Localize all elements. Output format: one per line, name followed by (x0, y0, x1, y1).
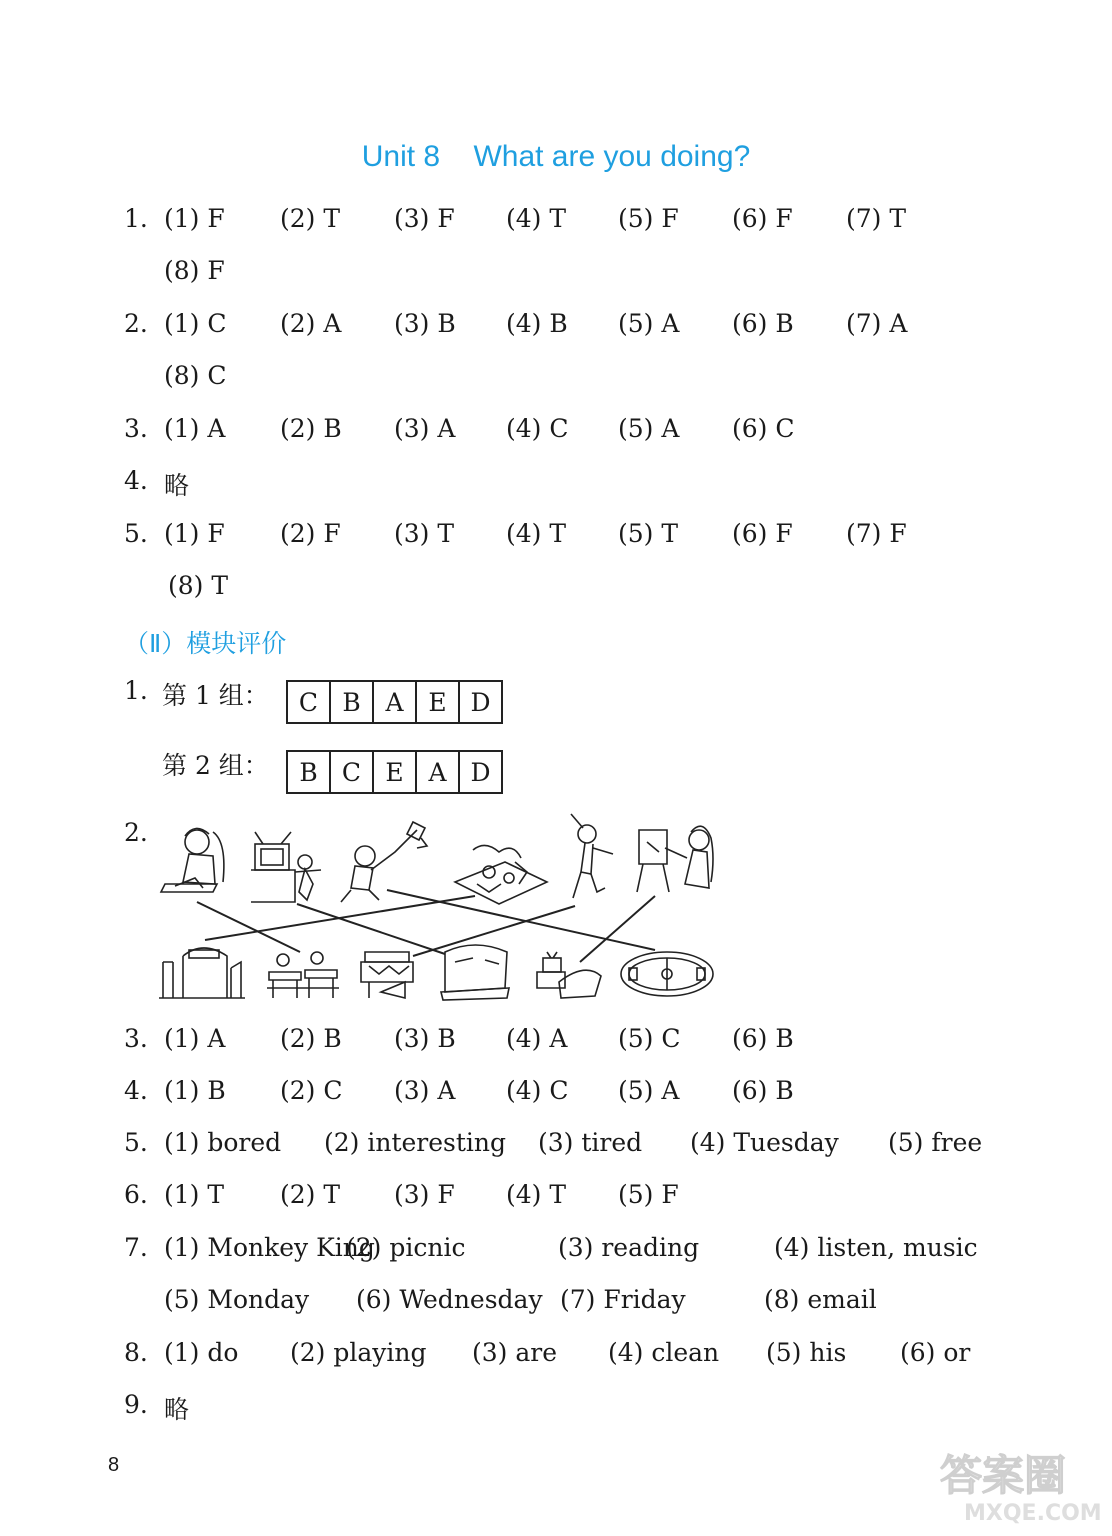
answer-item: (1) T (164, 1180, 225, 1209)
question-number: 3. (124, 414, 148, 443)
answer-item: (3) F (394, 1180, 455, 1209)
boy-flying-kite-figure (341, 822, 427, 902)
matching-lines (197, 890, 655, 962)
question-number: 6. (124, 1180, 148, 1209)
answer-item: (6) or (900, 1338, 971, 1367)
answer-item: (1) Monkey King (164, 1233, 375, 1262)
answer-box: E (374, 752, 417, 792)
answer-item: 略 (164, 1395, 190, 1424)
answer-box: B (331, 682, 374, 722)
answer-item: (5) F (618, 204, 679, 233)
answer-item: (2) A (280, 309, 342, 338)
answer-item: (7) A (846, 309, 908, 338)
answer-item: (2) T (280, 204, 341, 233)
answer-item: (5) A (618, 414, 680, 443)
answer-item: (7) T (846, 204, 907, 233)
answer-item: (3) F (394, 204, 455, 233)
answer-box: D (470, 757, 491, 787)
park-gate-figure (159, 948, 245, 998)
answer-item: (2) interesting (324, 1128, 507, 1157)
answer-item: (4) T (506, 204, 567, 233)
question-number: 5. (124, 519, 148, 548)
answer-item: (7) F (846, 519, 907, 548)
answer-item: (4) C (506, 1076, 569, 1105)
answer-item: (4) T (506, 519, 567, 548)
answer-item: (4) listen, music (774, 1233, 978, 1262)
playground-figure (621, 952, 713, 996)
question-number: 8. (124, 1338, 148, 1367)
answer-item: (8) C (164, 361, 227, 390)
question-number: 5. (124, 1128, 148, 1157)
answer-item: (8) F (164, 256, 225, 285)
answer-item: (2) B (280, 1024, 342, 1053)
answer-item: (6) B (732, 309, 794, 338)
answer-item: (5) Monday (164, 1285, 310, 1314)
girl-drawing-figure (637, 826, 713, 892)
answer-item: (5) free (888, 1128, 983, 1157)
question-number: 9. (124, 1390, 148, 1419)
answer-item: (4) A (506, 1024, 568, 1053)
question-number: 4. (124, 466, 148, 495)
answer-item: (4) clean (608, 1338, 720, 1367)
matching-illustration (155, 812, 725, 1007)
answer-box: B (288, 752, 331, 792)
bed-figure (441, 945, 509, 1000)
unit-title: What are you doing? (473, 140, 751, 173)
group-1-boxes (286, 680, 503, 724)
answer-item: (3) tired (538, 1128, 643, 1157)
answer-item: (5) C (618, 1024, 681, 1053)
answer-item: (4) T (506, 1180, 567, 1209)
answer-item: (2) T (280, 1180, 341, 1209)
kitchen-counter-figure (361, 952, 413, 998)
answer-item: (5) T (618, 519, 679, 548)
answer-item: (1) C (164, 309, 227, 338)
page-number: 8 (108, 1454, 120, 1476)
answer-item: (1) B (164, 1076, 226, 1105)
boy-reading-figure (161, 828, 224, 892)
answer-item: (1) bored (164, 1128, 282, 1157)
question-number: 2. (124, 309, 148, 338)
svg-text:MXQE.COM: MXQE.COM (964, 1501, 1102, 1526)
answer-item: (1) A (164, 414, 226, 443)
question-number: 1. (124, 676, 148, 705)
answer-item: (4) B (506, 309, 568, 338)
answer-box: A (374, 682, 417, 722)
group-2-label: 第 2 组： (162, 751, 269, 780)
girl-dancing-figure (571, 814, 613, 898)
question-number: 4. (124, 1076, 148, 1105)
classroom-desks-figure (267, 952, 339, 998)
answer-item: (4) C (506, 414, 569, 443)
answer-item: (2) picnic (346, 1233, 466, 1262)
answer-item: (3) reading (558, 1233, 700, 1262)
answer-item: (6) F (732, 519, 793, 548)
answer-item: (5) A (618, 309, 680, 338)
section-heading: （Ⅱ）模块评价 (124, 629, 287, 658)
answer-box: C (288, 682, 331, 722)
answer-item: (2) F (280, 519, 341, 548)
answer-item: (6) F (732, 204, 793, 233)
answer-item: (6) B (732, 1024, 794, 1053)
group-1-label: 第 1 组： (162, 681, 269, 710)
answer-item: (1) A (164, 1024, 226, 1053)
living-room-figure (537, 952, 601, 998)
answer-item: (3) B (394, 1024, 456, 1053)
page-title (0, 140, 1112, 174)
answer-item: (1) F (164, 519, 225, 548)
answer-item: (8) email (764, 1285, 877, 1314)
watermark-logo (934, 1440, 1104, 1528)
question-number: 1. (124, 204, 148, 233)
answer-item: (6) B (732, 1076, 794, 1105)
answer-item: (3) A (394, 1076, 456, 1105)
answer-item: (3) B (394, 309, 456, 338)
picnic-figure (455, 845, 547, 904)
answer-item: (5) his (766, 1338, 847, 1367)
question-number: 2. (124, 818, 148, 847)
boy-watching-tv-figure (251, 832, 321, 902)
answer-item: (3) are (472, 1338, 558, 1367)
answer-box: D (470, 687, 491, 717)
question-number: 7. (124, 1233, 148, 1262)
answer-item: (8) T (168, 571, 229, 600)
unit-label: Unit 8 (361, 140, 441, 173)
answer-item: (2) playing (290, 1338, 427, 1367)
answer-item: (7) Friday (560, 1285, 686, 1314)
answer-item: (1) F (164, 204, 225, 233)
group-2-boxes (286, 750, 503, 794)
answer-item: (6) C (732, 414, 795, 443)
answer-item: (3) A (394, 414, 456, 443)
answer-item: (4) Tuesday (690, 1128, 839, 1157)
svg-text:答案圈: 答案圈 (940, 1451, 1067, 1500)
answer-box: A (417, 752, 460, 792)
answer-item: 略 (164, 471, 190, 500)
answer-box: C (331, 752, 374, 792)
answer-item: (2) B (280, 414, 342, 443)
answer-item: (5) A (618, 1076, 680, 1105)
answer-item: (5) F (618, 1180, 679, 1209)
answer-item: (6) Wednesday (356, 1285, 543, 1314)
question-number: 3. (124, 1024, 148, 1053)
answer-item: (1) do (164, 1338, 239, 1367)
answer-item: (3) T (394, 519, 455, 548)
answer-item: (2) C (280, 1076, 343, 1105)
answer-box: E (417, 682, 460, 722)
